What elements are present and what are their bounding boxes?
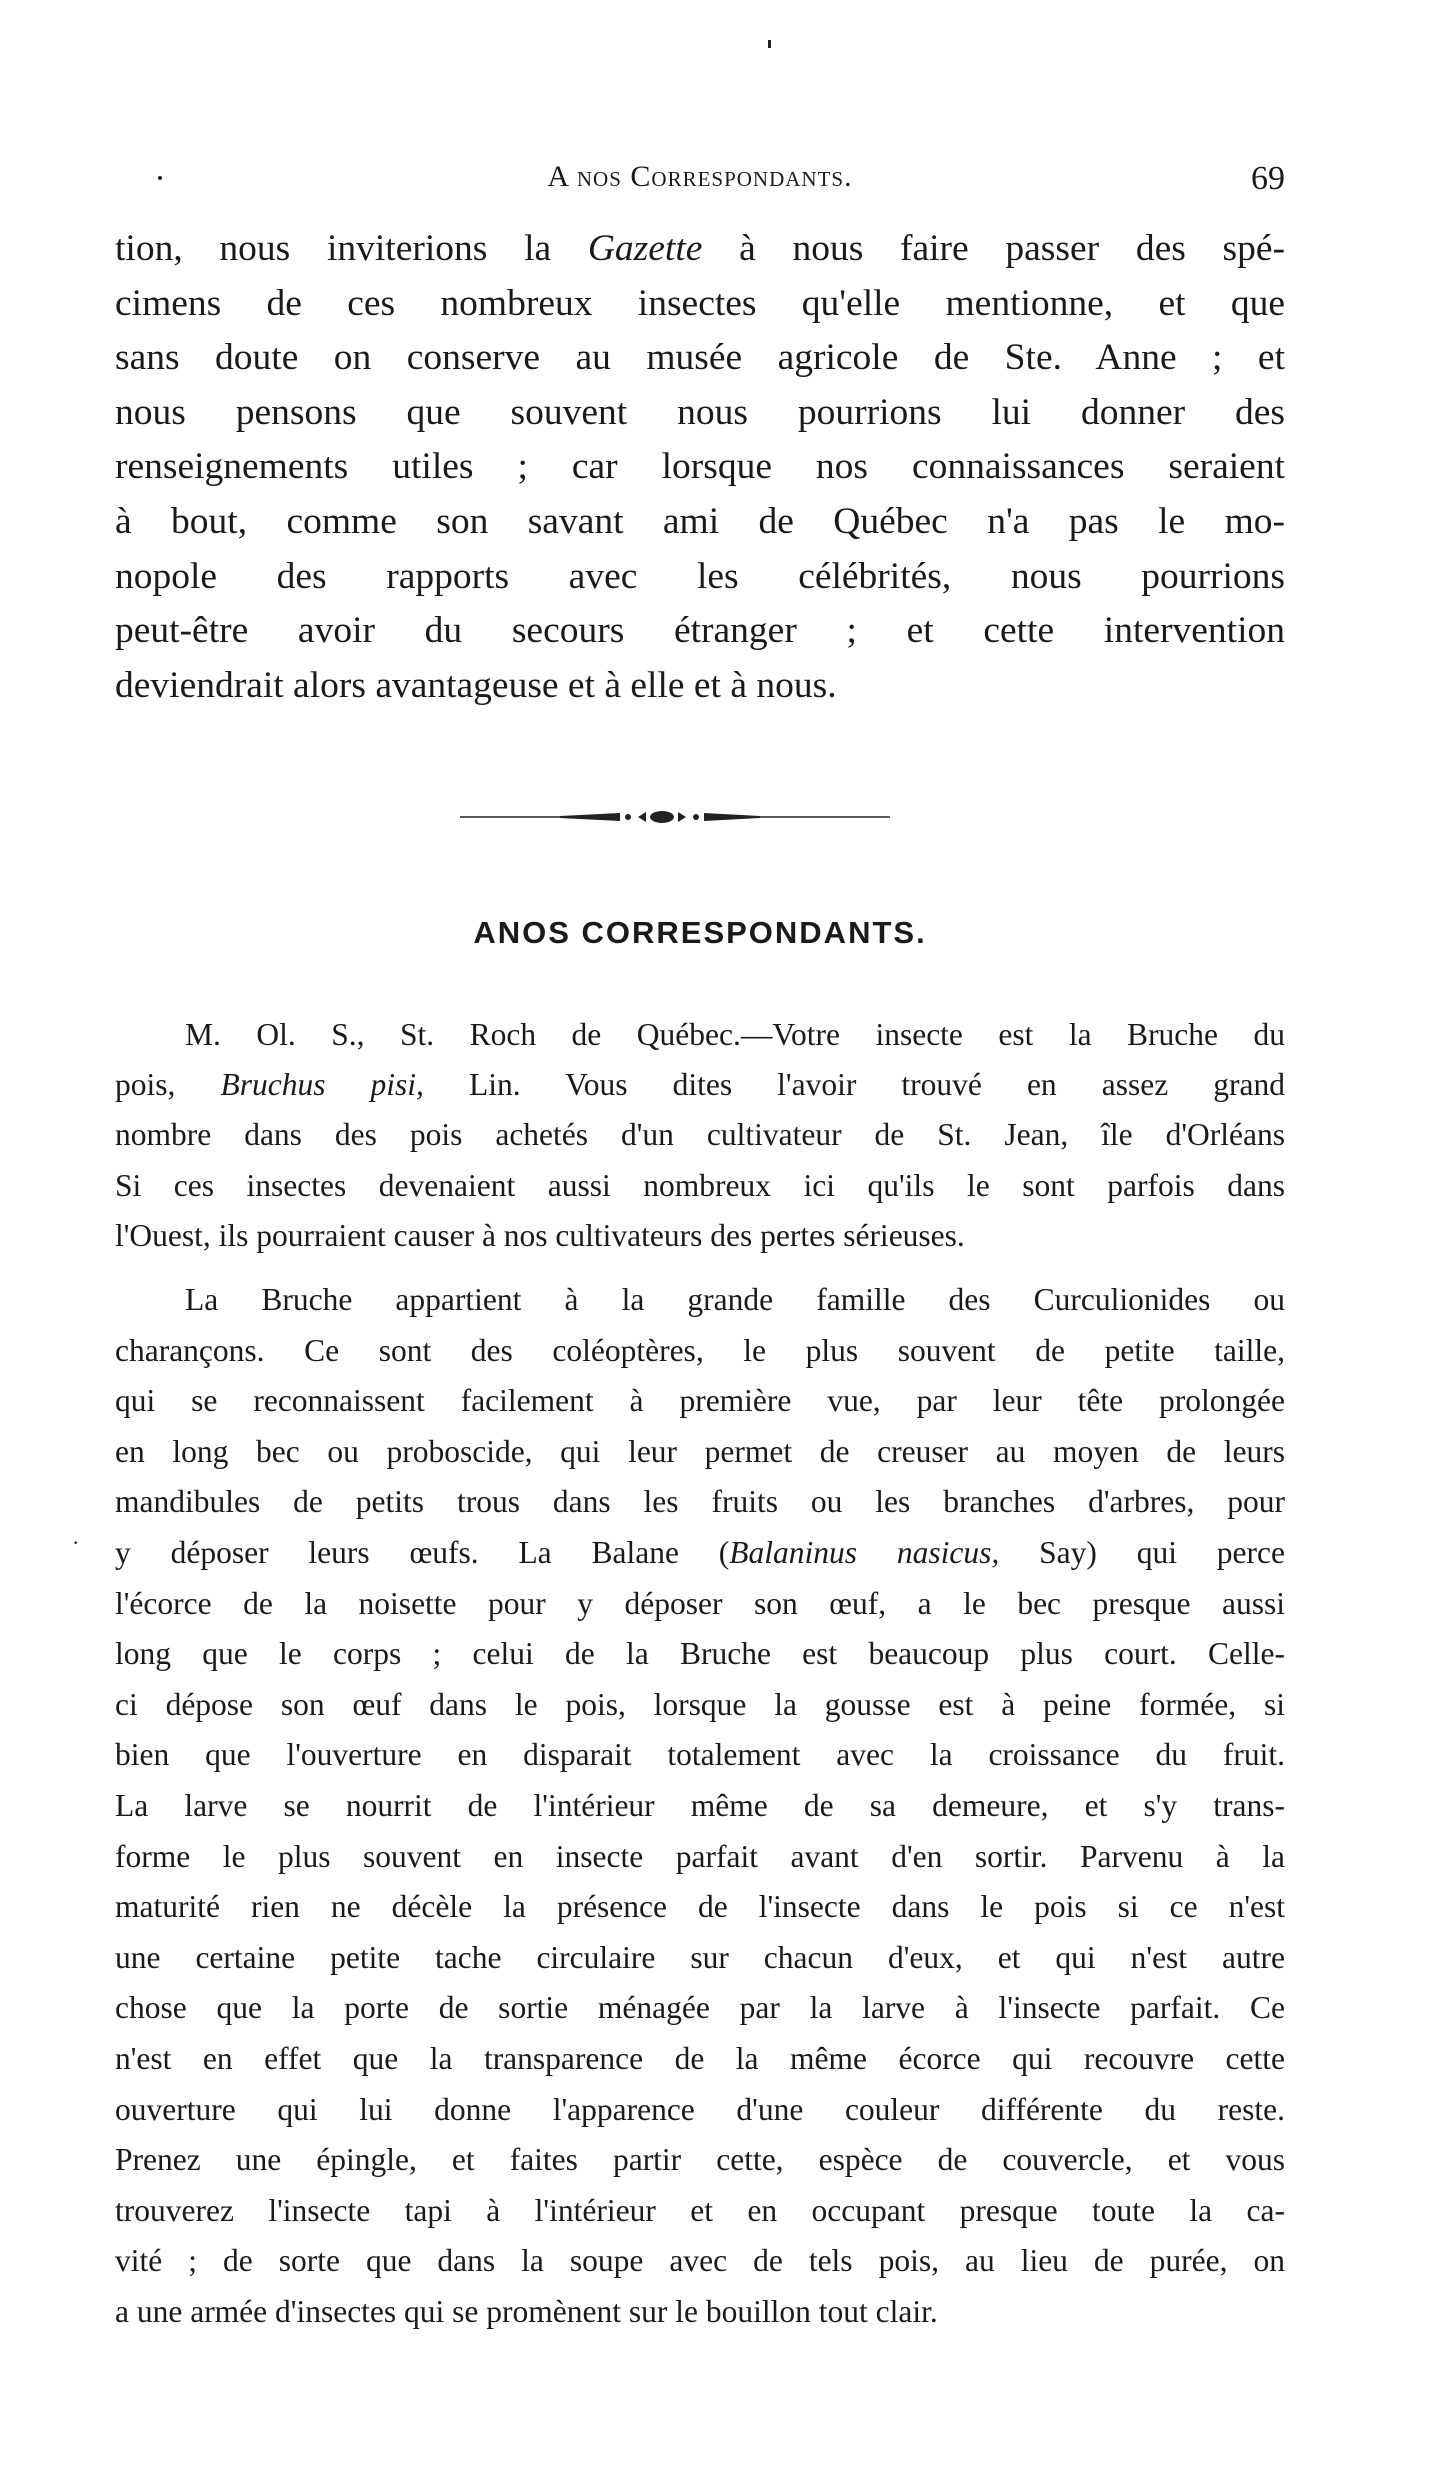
text-line: a une armée d'insectes qui se promènent sur le bouillon tout clair. [115,2293,938,2329]
text-line: nopole des rapports avec les célébrités, nous pourrions [115,555,1285,597]
text-line: vité ; de sorte que dans la soupe avec de tels pois, au lieu de purée, on [115,2243,1285,2279]
text-line: bien que l'ouverture en disparait totalement avec la croissance du fruit. [115,1737,1285,1773]
text-line: La Bruche appartient à la grande famille des Curculionides ou [185,1282,1285,1317]
text-line: long que le corps ; celui de la Bruche est beaucoup plus court. Celle- [115,1636,1285,1672]
text-line: La larve se nourrit de l'intérieur même de sa demeure, et s'y trans- [115,1787,1285,1823]
text-line: y déposer leurs œufs. La Balane (Balaninus nasicus, Say) qui perce [115,1534,1285,1570]
text-line: maturité rien ne décèle la présence de l'insecte dans le pois si ce n'est [115,1889,1285,1925]
text-line: Si ces insectes devenaient aussi nombreux ici qu'ils le sont parfois dans [115,1167,1285,1203]
text-line: pois, Bruchus pisi, Lin. Vous dites l'avoir trouvé en assez grand [115,1067,1285,1103]
text-line: Prenez une épingle, et faites partir cette, espèce de couvercle, et vous [115,2142,1285,2178]
margin-mark: · [72,1530,80,1555]
running-title: A nos Correspondants. [547,160,853,193]
italic-title: Gazette [587,228,703,269]
text-line: peut-être avoir du secours étranger ; et cette intervention [115,610,1285,652]
text-line: à bout, comme son savant ami de Québec n'a pas le mo- [115,500,1285,542]
text-line: une certaine petite tache circulaire sur chacun d'eux, et qui n'est autre [115,1939,1285,1975]
text-line: charançons. Ce sont des coléoptères, le plus souvent de petite taille, [115,1332,1285,1368]
text-line: nombre dans des pois achetés d'un cultivateur de St. Jean, île d'Orléans [115,1117,1285,1153]
running-head [115,160,1285,210]
text-line: l'Ouest, ils pourraient causer à nos cultivateurs des pertes sérieuses. [115,1217,965,1253]
text-line: n'est en effet que la transparence de la même écorce qui recouvre cette [115,2040,1285,2076]
page-number: 69 [1251,160,1285,197]
body-paragraph [115,1275,1285,2337]
ink-speck-top [768,40,771,48]
paragraph-continuation [115,222,1285,713]
italic-species: Bruchus pisi, [220,1067,424,1103]
text-line: nous pensons que souvent nous pourrions lui donner des [115,391,1285,433]
text-line: l'écorce de la noisette pour y déposer son œuf, a le bec presque aussi [115,1585,1285,1621]
text-line: chose que la porte de sortie ménagée par la larve à l'insecte parfait. Ce [115,1990,1285,2026]
italic-species: Balaninus nasicus, [729,1534,1000,1570]
text-line: deviendrait alors avantageuse et à elle et à nous. [115,664,837,706]
text-line: cimens de ces nombreux insectes qu'elle mentionne, et que [115,282,1285,324]
text-line: mandibules de petits trous dans les fruits ou les branches d'arbres, pour [115,1484,1285,1520]
text-line: ouverture qui lui donne l'apparence d'une couleur différente du reste. [115,2091,1285,2127]
text-line: renseignements utiles ; car lorsque nos connaissances seraient [115,446,1285,488]
section-divider-ornament [450,810,900,824]
text-line: sans doute on conserve au musée agricole de Ste. Anne ; et [115,337,1285,379]
text-line: trouverez l'insecte tapi à l'intérieur et en occupant presque toute la ca- [115,2192,1285,2228]
text-line: en long bec ou proboscide, qui leur permet de creuser au moyen de leurs [115,1433,1285,1469]
reply-paragraph [115,1010,1285,1261]
text-line: tion, nous inviterions la Gazette à nous faire passer des spé- [115,228,1285,269]
text-line: qui se reconnaissent facilement à première vue, par leur tête prolongée [115,1383,1285,1419]
text-line: M. Ol. S., St. Roch de Québec.—Votre insecte est la Bruche du [185,1017,1285,1052]
text-line: forme le plus souvent en insecte parfait avant d'en sortir. Parvenu à la [115,1838,1285,1874]
text-line: ci dépose son œuf dans le pois, lorsque la gousse est à peine formée, si [115,1686,1285,1722]
section-heading: ANOS CORRESPONDANTS. [473,915,927,950]
